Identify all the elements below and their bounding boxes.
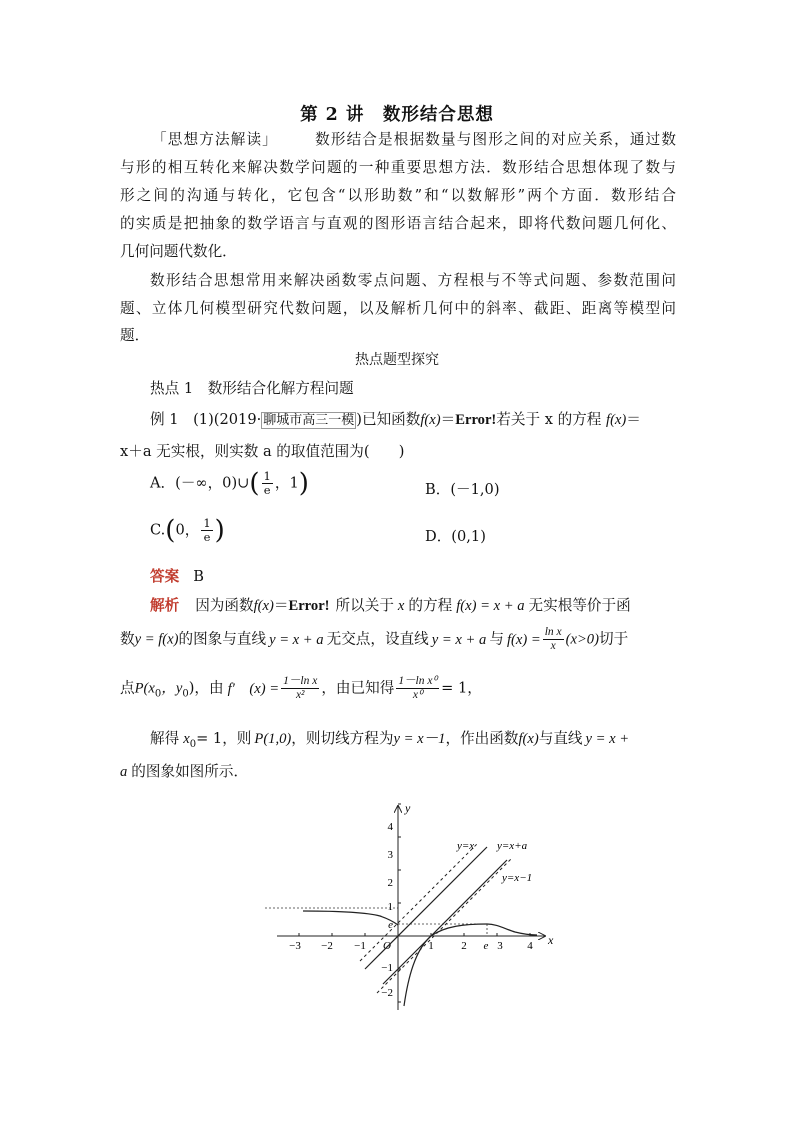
solution-5b: 的图象如图所示． [131, 763, 249, 780]
solution-3-frac-2 [396, 675, 439, 702]
hotspot-heading: 热点 1 数形结合化解方程问题 [150, 380, 354, 397]
example-error: Error! [455, 412, 497, 428]
solution-4b: x [183, 731, 190, 747]
x-tick-neg2: −2 [321, 940, 333, 952]
intro-line-2: 与形的相互转化来解决数学问题的一种重要思想方法．数形结合思想体现了数与 [120, 159, 676, 176]
solution-3f: )，由 [188, 679, 224, 697]
solution-1f: x [397, 598, 405, 614]
example-source: 聊城市高三一模 [263, 413, 355, 428]
intro-line-1 [120, 128, 676, 149]
solution-4k: y = x + [585, 731, 630, 747]
solution-3d: ，y [161, 680, 183, 697]
option-c-label: C. [150, 521, 166, 539]
solution-4g: y = x－1 [393, 731, 446, 747]
example-line-1 [150, 408, 641, 429]
solution-2-den: x [550, 640, 556, 652]
para2-line-2: 题、立体几何模型研究代数问题，以及解析几何中的斜率、截距、距离等模型问 [120, 300, 676, 317]
solution-2j: 切于 [598, 630, 629, 648]
line-y-eq-x-plus-a-lower [377, 859, 511, 993]
option-a-rparen: ) [298, 468, 309, 499]
solution-4c: 0 [189, 738, 197, 750]
option-a-lparen: ( [249, 468, 260, 499]
solution-2f: y = x + a [431, 631, 487, 648]
option-c-rparen: ) [214, 515, 225, 546]
solution-2b: y = f(x) [134, 631, 179, 648]
solution-4a: 解得 [150, 730, 180, 747]
intro-text-1: 数形结合是根据数量与图形之间的对应关系，通过数 [313, 131, 676, 148]
x-tick-e: e [483, 940, 489, 952]
solution-2d: y = x + a [269, 631, 324, 648]
x-tick-1: 1 [428, 940, 434, 952]
option-c-den: e [203, 530, 211, 544]
solution-2c: 的图象与直线 [178, 630, 267, 648]
solution-2e: 无交点，设直线 [326, 630, 429, 648]
curve-left-branch [303, 911, 398, 925]
solution-4i: f(x) [518, 731, 539, 747]
solution-3e: 0 [182, 688, 189, 700]
y-tick-neg2: −2 [381, 987, 393, 999]
origin-label: O [383, 940, 391, 952]
answer-label: 答案 [150, 568, 180, 585]
x-tick-neg3: −3 [289, 940, 301, 952]
solution-2-frac [543, 626, 564, 653]
solution-3b: P(x [134, 680, 155, 697]
solution-1b: f(x) [253, 598, 274, 614]
y-axis-label: y [405, 801, 411, 815]
example-eq: ＝ [440, 411, 456, 428]
solution-line-3 [120, 675, 482, 702]
example-eq-2: ＝ [626, 411, 641, 428]
solution-1g: 的方程 [408, 597, 453, 614]
option-c-num: 1 [203, 516, 211, 530]
answer-line [150, 565, 204, 586]
option-a-den: e [263, 483, 271, 497]
para2-line-1: 数形结合思想常用来解决函数零点问题、方程根与不等式问题、参数范围问 [150, 272, 676, 289]
solution-4d: = 1，则 [196, 730, 252, 747]
solution-2a: 数 [120, 630, 135, 648]
example-label: 例 1 (1)(2019· [150, 411, 262, 428]
x-tick-4: 4 [527, 940, 533, 952]
label-y-eq-x: y=x [457, 840, 475, 852]
x-tick-neg1: −1 [354, 940, 366, 952]
answer-value: B [193, 568, 204, 585]
intro-label: 「思想方法解读」 [152, 131, 278, 148]
intro-line-5: 几何问题代数化． [120, 243, 237, 260]
option-c-head: 0， [175, 521, 200, 539]
line-y-eq-x-minus-1 [383, 860, 507, 984]
example-line-2: x＋a 无实根，则实数 a 的取值范围为( ) [120, 443, 405, 460]
solution-4h: ，作出函数 [445, 730, 519, 747]
solution-2h: f(x) = [506, 631, 541, 648]
option-a-num: 1 [263, 469, 271, 483]
solution-label: 解析 [150, 597, 180, 614]
option-a-tail: ，1 [274, 474, 299, 492]
solution-3-den-2: x⁰ [412, 689, 423, 701]
solution-line-2 [120, 626, 628, 653]
solution-3-frac [281, 675, 319, 702]
line-y-eq-x [365, 847, 487, 969]
option-d: D．(0,1) [425, 528, 486, 545]
x-axis-label: x [548, 933, 554, 947]
example-fx: f(x) [420, 412, 441, 428]
solution-3-num-2: 1－ln x⁰ [398, 675, 438, 687]
solution-3i: = 1， [441, 679, 482, 697]
solution-4f: ，则切线方程为 [291, 730, 394, 747]
solution-3c: 0 [154, 688, 162, 700]
solution-3a: 点 [120, 679, 135, 697]
x-tick-2: 2 [461, 940, 467, 952]
function-graph [265, 798, 560, 1016]
solution-1i: 无实根等价于函 [528, 597, 631, 614]
solution-4j: 与直线 [538, 730, 583, 747]
y-tick-1: 1 [387, 901, 393, 913]
solution-1a: 因为函数 [195, 597, 254, 614]
solution-line-4 [150, 727, 629, 750]
solution-5a: a [120, 764, 128, 780]
y-tick-3: 3 [387, 849, 393, 861]
option-b: B．(－1,0) [425, 481, 500, 498]
solution-4e: P(1,0) [254, 731, 292, 747]
y-tick-2: 2 [387, 877, 393, 889]
solution-2g: 与 [489, 630, 504, 648]
solution-3h: ，由已知得 [321, 679, 395, 697]
solution-2-num: ln x [544, 626, 562, 638]
example-text-a: )已知函数 [356, 411, 421, 428]
solution-1d: Error! [288, 598, 330, 614]
solution-3-num: 1－ln x [283, 675, 318, 687]
option-c-lparen: ( [165, 515, 176, 546]
label-y-eq-x-minus-1: y=x−1 [502, 872, 533, 884]
section-heading: 热点题型探究 [355, 352, 439, 368]
x-tick-3: 3 [497, 940, 503, 952]
solution-3-den: x² [295, 689, 305, 701]
y-tick-4: 4 [387, 821, 393, 833]
y-tick-e: e [388, 919, 393, 931]
solution-1c: ＝ [273, 597, 289, 614]
label-y-eq-x-plus-a: y=x+a [497, 840, 528, 852]
para2-line-3: 题． [120, 327, 150, 344]
option-a-frac [262, 470, 273, 497]
solution-3g: f′ (x) = [227, 680, 280, 697]
option-c-frac [201, 517, 212, 544]
option-a [150, 470, 309, 497]
page-title: 第 2 讲 数形结合思想 [300, 105, 494, 125]
example-text-b: 若关于 x 的方程 [496, 411, 607, 428]
option-a-label: A．(－∞，0)∪ [150, 474, 250, 492]
solution-line-1 [150, 592, 631, 620]
option-c [150, 517, 225, 544]
solution-1h: f(x) = x + a [456, 598, 525, 614]
solution-1e: 所以关于 [335, 597, 394, 614]
example-fx-2: f(x) [606, 412, 627, 428]
y-tick-neg1: −1 [381, 962, 393, 974]
solution-line-5 [120, 760, 248, 781]
intro-line-4: 的实质是把抽象的数学语言与直观的图形语言结合起来，即将代数问题几何化、 [120, 215, 676, 232]
intro-line-3: 形之间的沟通与转化，它包含“以形助数”和“以数解形”两个方面．数形结合 [120, 187, 676, 204]
solution-2i: (x>0) [565, 631, 599, 648]
